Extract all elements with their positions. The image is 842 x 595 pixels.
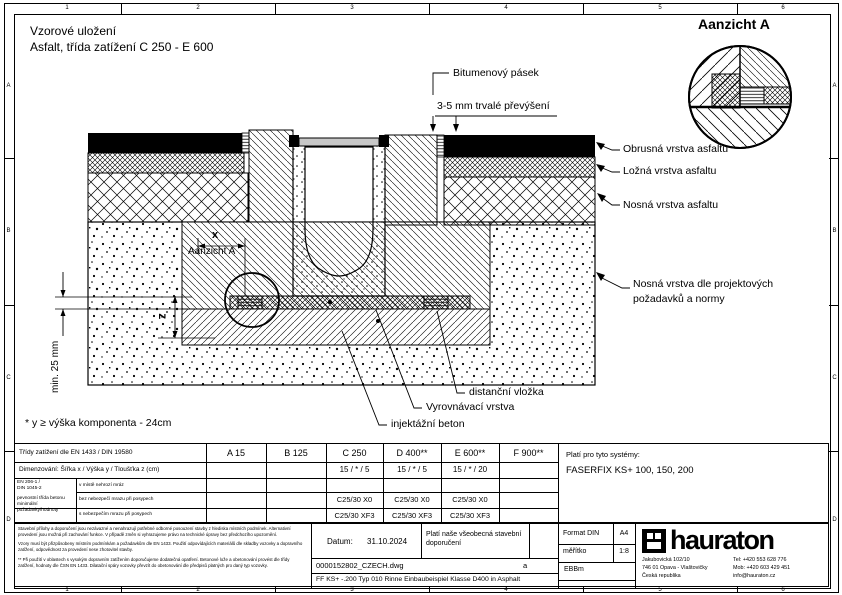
recommendation-note: Platí naše všeobecná stavební doporučení	[426, 531, 522, 548]
contact-email: info@hauraton.cz	[733, 573, 776, 580]
address-line: 746 01 Opava - Vlaštovičky	[642, 565, 708, 572]
frame-tick	[4, 451, 14, 452]
callout-base-asphalt: Nosná vrstva asfaltu	[623, 199, 719, 211]
disclaimer-paragraph: ** Při použití v oblastech s vysokým dopravním zatížením doporučujeme dodatečná opatření. Betonové lože a obetonování provést dle třídy zatížení, hodnoty dle ČSN EN 1433. Dilatační spáry vozovky převzít do obetonování dle předpisů platných pro daný typ vozovky.	[18, 556, 290, 568]
dim-e600: 15 / * / 20	[452, 465, 488, 474]
systems-value: FASERFIX KS+ 100, 150, 200	[566, 465, 694, 476]
frame-col-label: 3	[350, 587, 354, 593]
dimension-row-label: Dimenzování: Šířka x / Výška y / Tloušťka z (cm)	[19, 466, 160, 473]
load-class-label: Třídy zatížení dle EN 1433 / DIN 19580	[19, 449, 133, 456]
concrete-group-label: pevnostní třída betonu minimální požadavky/hodnoty	[17, 496, 65, 513]
frame-row-label: A	[832, 83, 837, 89]
class-f900: F 900**	[513, 448, 544, 458]
frame-tick	[121, 587, 122, 592]
dim-c250: 15 / * / 5	[339, 465, 370, 474]
scale-label: měřítko	[563, 548, 587, 555]
date-value: 31.10.2024	[367, 537, 408, 546]
frame-col-label: 4	[504, 587, 508, 593]
callout-base-concrete: Nosná vrstva dle projektových požadavků a normy	[633, 278, 774, 305]
brand-wordmark: hauraton	[670, 525, 774, 555]
xf3-e600: C25/30 XF3	[449, 511, 491, 520]
scale-value: 1:8	[619, 548, 629, 555]
systems-label: Platí pro tyto systémy:	[566, 450, 640, 459]
norm-label-line2: DIN 1045-2	[17, 486, 42, 491]
disclaimer-text	[18, 526, 307, 572]
frame-tick	[429, 587, 430, 592]
environment-row-label: v místě nehrozí mráz	[79, 483, 124, 488]
frame-tick	[829, 451, 838, 452]
frame-row-label: C	[6, 375, 11, 381]
class-a15: A 15	[226, 448, 246, 458]
xf3-c250: C25/30 XF3	[334, 511, 375, 520]
hauraton-logo-icon	[642, 529, 666, 553]
callout-binder-course: Ložná vrstva asfaltu	[623, 165, 717, 177]
callout-wearing-course: Obrusná vrstva asfaltu	[623, 143, 729, 155]
format-label: Format DIN	[563, 530, 600, 537]
file-name: 0000152802_CZECH.dwg	[316, 561, 404, 570]
frame-tick	[583, 587, 584, 592]
spec-table	[14, 443, 829, 523]
page-title-line2: Asfalt, třída zatížení C 250 - E 600	[30, 40, 214, 54]
x0-c250: C25/30 X0	[336, 495, 373, 504]
callout-elevation: 3-5 mm trvalé převýšení	[437, 100, 550, 112]
frame-col-label: 2	[196, 587, 200, 593]
frame-row-label: C	[832, 375, 837, 381]
frame-col-label: 2	[196, 5, 200, 11]
xf3-row-label: s nebezpečím mrazu při posypech	[79, 512, 153, 517]
frame-tick	[275, 587, 276, 592]
company-contact	[733, 556, 790, 580]
x0-d400: C25/30 X0	[394, 495, 430, 504]
frame-col-label: 6	[781, 587, 785, 593]
frame-row-label: B	[6, 228, 11, 234]
class-c250: C 250	[342, 448, 367, 458]
contact-tel: Tel: +420 553 628 776	[733, 557, 787, 563]
frame-col-label: 1	[65, 5, 69, 11]
xf3-d400: C25/30 XF3	[391, 511, 433, 520]
date-label: Datum:	[327, 537, 353, 546]
frame-col-label: 6	[781, 5, 785, 11]
frame-tick	[737, 587, 738, 592]
contact-mob: Mob: +420 603 429 451	[733, 565, 791, 572]
frame-col-label: 5	[658, 5, 662, 11]
callout-bitumen-strip: Bitumenový pásek	[453, 67, 539, 79]
detail-view-drawing	[686, 40, 796, 152]
revision: a	[523, 561, 528, 570]
frame-col-label: 4	[504, 5, 508, 11]
format-value: A4	[619, 530, 629, 537]
frame-row-label: D	[6, 517, 11, 523]
title-block	[14, 523, 829, 587]
frame-row-label: B	[832, 228, 837, 234]
disclaimer-paragraph: Vzory musí být přizpůsobeny místním podmínkám a požadavkům dle EN 1433. Použití odpovídajících materiálů dle skladby vozovky a dopravního zatížení, odpovědnost za provedení nese zhotovitel stavby.	[18, 541, 303, 553]
dimension-min-label: min. 25 mm	[50, 340, 61, 393]
norm-label-line1: EN 206-1 /	[17, 480, 40, 485]
frame-col-label: 1	[65, 587, 69, 593]
frame-row-label: A	[6, 83, 11, 89]
company-address	[642, 556, 708, 580]
page-title-line1: Vzorové uložení	[30, 24, 117, 38]
class-b125: B 125	[284, 448, 308, 458]
address-line: Jakubovická 102/10	[642, 557, 690, 563]
frame-col-label: 5	[658, 587, 662, 593]
author-initials: EBBm	[564, 566, 584, 573]
disclaimer-paragraph: Stavební přílohy a doporučení jsou nezávazné a nenahrazují potřebné odborné posouzení stavby z hlediska místních podmínek. Alternativní provedení jsou možná při zachování funkce. V případě změn si vyhrazujeme právo na technické úpravy bez předchozího upozornění.	[18, 526, 291, 537]
address-line: Česká republika	[642, 573, 681, 580]
class-e600: E 600**	[454, 448, 486, 458]
callout-spacer: distanční vložka	[469, 386, 544, 398]
footnote: * y ≥ výška komponenta - 24cm	[25, 417, 172, 429]
detail-view-title: Aanzicht A	[698, 16, 770, 32]
drawing-description: FF KS+ -.200 Typ 010 Rinne Einbaubeispiel Klasse D400 in Asphalt	[316, 576, 521, 583]
detail-reference-label: Aanzicht A	[188, 246, 236, 257]
dim-d400: 15 / * / 5	[397, 465, 427, 474]
callout-leveling-layer: Vyrovnávací vrstva	[426, 401, 515, 413]
frame-col-label: 3	[350, 5, 354, 11]
class-d400: D 400**	[396, 448, 428, 458]
x0-row-label: bez nebezpečí mrazu při posypech	[79, 497, 154, 502]
x0-e600: C25/30 X0	[452, 495, 488, 504]
frame-row-label: D	[832, 517, 837, 523]
dimension-z-label: z	[156, 313, 171, 320]
dimension-x-label: x	[212, 229, 219, 241]
callout-injection-concrete: injektážní beton	[391, 418, 465, 430]
